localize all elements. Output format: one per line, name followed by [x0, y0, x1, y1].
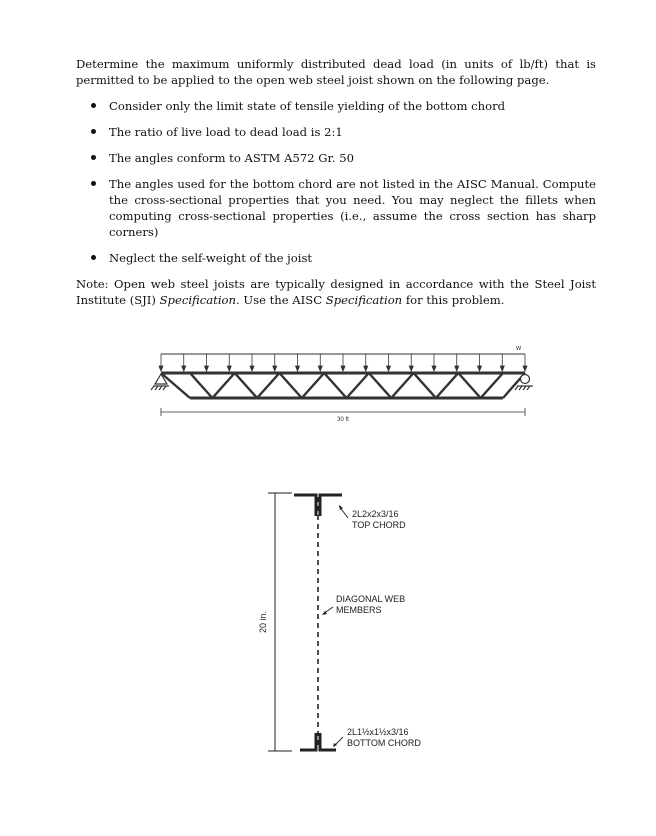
- top-chord-leader: [339, 506, 348, 518]
- assumption-item: The angles used for the bottom chord are not listed in the AISC Manual. Compute the cross-sectional properties that you need. You may neglect the fillets when computing cross-sectional properties (i.e., assume the cross section has sharp corners): [76, 176, 596, 240]
- problem-intro: Determine the maximum uniformly distributed dead load (in units of lb/ft) that is permitted to be applied to the open web steel joist shown on the following page.: [76, 57, 596, 87]
- load-arrowhead: [227, 366, 231, 371]
- truss-web-member: [279, 373, 301, 398]
- load-arrowhead: [523, 366, 527, 371]
- truss-web-member: [503, 373, 525, 398]
- truss-web-member: [161, 373, 190, 398]
- truss-web-member: [481, 373, 503, 398]
- right-support: [515, 375, 533, 391]
- top-chord-left-angle: [294, 495, 316, 516]
- assumption-item: The ratio of live load to dead load is 2:1: [76, 124, 596, 140]
- truss-web-member: [324, 373, 346, 398]
- truss-web-member: [212, 373, 234, 398]
- bullet-icon: [91, 255, 96, 260]
- truss-web-member: [302, 373, 324, 398]
- load-arrowhead: [364, 366, 368, 371]
- assumption-item: Consider only the limit state of tensile yielding of the bottom chord: [76, 98, 596, 114]
- load-arrows: [159, 354, 527, 371]
- bullet-icon: [91, 155, 96, 160]
- truss-web-member: [369, 373, 391, 398]
- load-arrowhead: [182, 366, 186, 371]
- load-arrowhead: [296, 366, 300, 371]
- assumption-list: [76, 98, 596, 266]
- bottom-chord-title-label: BOTTOM CHORD: [347, 738, 421, 748]
- note-paragraph: Note: Open web steel joists are typically designed in accordance with the Steel Joist Institute (SJI) Specification. Use the AISC Specification for this problem.: [76, 277, 596, 307]
- web-leader: [323, 607, 333, 614]
- truss-web-member: [347, 373, 369, 398]
- truss-web-members: [161, 373, 525, 398]
- top-chord-title-label: TOP CHORD: [352, 520, 406, 530]
- load-arrowhead: [432, 366, 436, 371]
- assumption-item: Neglect the self-weight of the joist: [76, 250, 596, 266]
- truss-web-member: [391, 373, 413, 398]
- bottom-chord-size-label: 2L1½x1½x3/16: [347, 727, 409, 737]
- truss-web-member: [414, 373, 436, 398]
- top-chord-right-angle: [320, 495, 342, 516]
- bottom-chord-right-angle: [320, 733, 336, 750]
- truss-web-member: [190, 373, 212, 398]
- load-arrowhead: [250, 366, 254, 371]
- load-label: w: [516, 345, 522, 352]
- truss-web-member: [257, 373, 279, 398]
- span-label: 30 ft: [337, 417, 349, 423]
- load-arrowhead: [341, 366, 345, 371]
- bullet-icon: [91, 103, 96, 108]
- load-arrowhead: [387, 366, 391, 371]
- load-arrowhead: [159, 366, 163, 371]
- bullet-icon: [91, 129, 96, 134]
- depth-label: 20 in.: [258, 610, 268, 634]
- load-arrowhead: [500, 366, 504, 371]
- load-arrowhead: [318, 366, 322, 371]
- bottom-chord-leader: [334, 737, 343, 746]
- truss-web-member: [436, 373, 458, 398]
- load-arrowhead: [455, 366, 459, 371]
- truss-web-member: [235, 373, 257, 398]
- load-arrowhead: [478, 366, 482, 371]
- web-title-label: DIAGONAL WEB: [336, 594, 406, 604]
- bullet-icon: [91, 181, 96, 186]
- load-arrowhead: [205, 366, 209, 371]
- load-arrowhead: [409, 366, 413, 371]
- assumption-item: The angles conform to ASTM A572 Gr. 50: [76, 150, 596, 166]
- problem-statement: [76, 56, 596, 308]
- bottom-chord-left-angle: [300, 733, 316, 750]
- left-support: [151, 374, 169, 390]
- top-chord-size-label: 2L2x2x3/16: [352, 509, 399, 519]
- web-subtitle-label: MEMBERS: [336, 605, 382, 615]
- load-arrowhead: [273, 366, 277, 371]
- truss-web-member: [458, 373, 480, 398]
